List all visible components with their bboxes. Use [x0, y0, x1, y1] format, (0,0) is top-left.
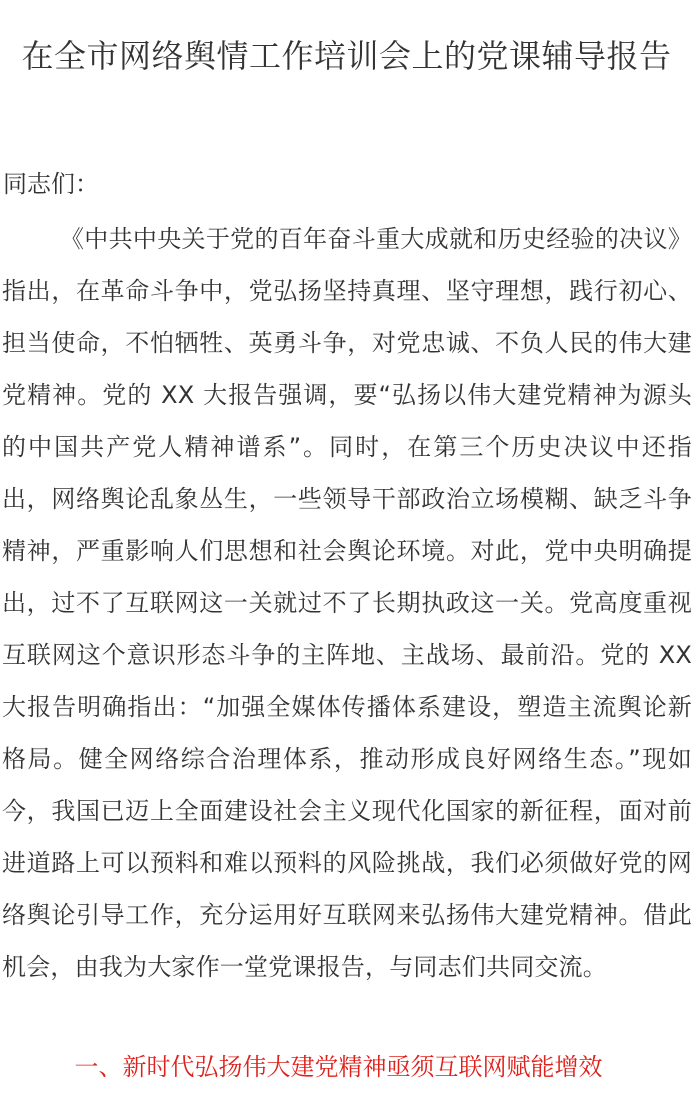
- body-paragraph: 《中共中央关于党的百年奋斗重大成就和历史经验的决议》指出，在革命斗争中，党弘扬坚持真理、坚守理想，践行初心、担当使命，不怕牺牲、英勇斗争，对党忠诚、不负人民的伟大建党精神。党的 XX 大报告强调，要“弘扬以伟大建党精神为源头的中国共产党人精神谱系”。同时，在第三个历史决议中还指出，网络舆论乱象丛生，一些领导干部政治立场模糊、缺乏斗争精神，严重影响人们思想和社会舆论环境。对此，党中央明确提出，过不了互联网这一关就过不了长期执政这一关。党高度重视互联网这个意识形态斗争的主阵地、主战场、最前沿。党的 XX 大报告明确指出：“加强全媒体传播体系建设，塑造主流舆论新格局。健全网络综合治理体系，推动形成良好网络生态。”现如今，我国已迈上全面建设社会主义现代化国家的新征程，面对前进道路上可以预料和难以预料的风险挑战，我们必须做好党的网络舆论引导工作，充分运用好互联网来弘扬伟大建党精神。借此机会，由我为大家作一堂党课报告，与同志们共同交流。: [2, 225, 692, 981]
- salutation: 同志们：: [3, 170, 99, 198]
- document-title: 在全市网络舆情工作培训会上的党课辅导报告: [21, 37, 672, 75]
- section-heading: 一、新时代弘扬伟大建党精神亟须互联网赋能增效: [74, 1053, 603, 1081]
